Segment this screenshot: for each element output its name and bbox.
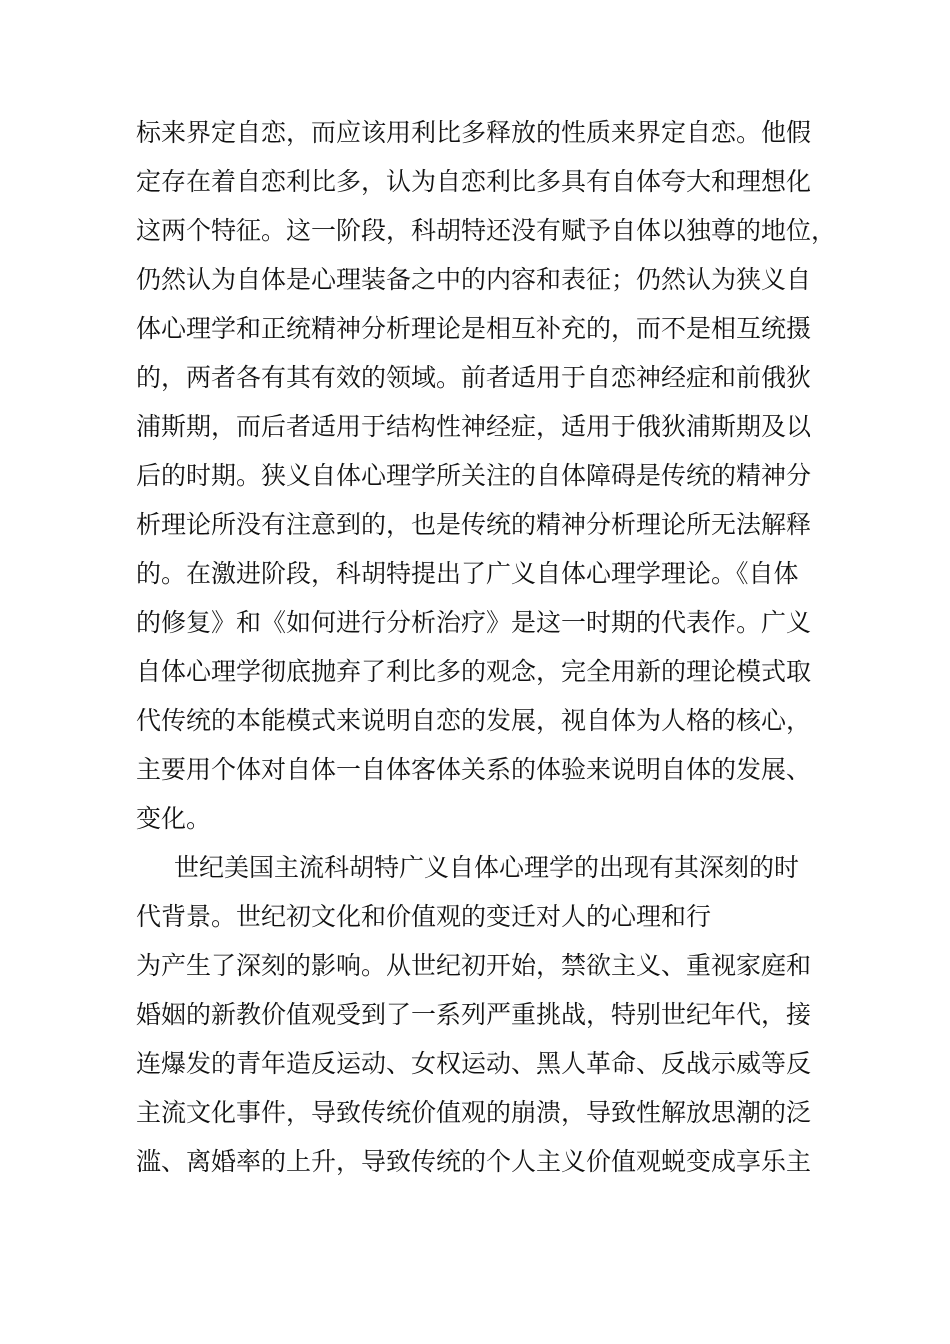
text-line: 后的时期。狭义自体心理学所关注的自体障碍是传统的精神分 <box>136 461 812 490</box>
text-line: 的修复》和《如何进行分析治疗》是这一时期的代表作。广义 <box>136 608 812 637</box>
text-line: 婚姻的新教价值观受到了一系列严重挑战，特别世纪年代，接 <box>136 1000 812 1029</box>
text-line: 体心理学和正统精神分析理论是相互补充的，而不是相互统摄 <box>136 314 812 343</box>
text-line: 主流文化事件，导致传统价值观的崩溃，导致性解放思潮的泛 <box>136 1098 812 1127</box>
text-line: 标来界定自恋，而应该用利比多释放的性质来界定自恋。他假 <box>136 118 812 147</box>
text-line: 为产生了深刻的影响。从世纪初开始，禁欲主义、重视家庭和 <box>136 951 812 980</box>
text-line: 的，两者各有其有效的领域。前者适用于自恋神经症和前俄狄 <box>136 363 812 392</box>
text-line: 滥、离婚率的上升，导致传统的个人主义价值观蜕变成享乐主 <box>136 1147 812 1176</box>
text-line: 定存在着自恋利比多，认为自恋利比多具有自体夸大和理想化 <box>136 167 812 196</box>
text-line: 这两个特征。这一阶段，科胡特还没有赋予自体以独尊的地位， <box>136 216 837 245</box>
text-line: 析理论所没有注意到的，也是传统的精神分析理论所无法解释 <box>136 510 812 539</box>
body-text <box>136 108 836 1186</box>
text-line: 代背景。世纪初文化和价值观的变迁对人的心理和行 <box>136 902 712 931</box>
text-line: 变化。 <box>136 804 212 833</box>
text-line: 浦斯期，而后者适用于结构性神经症，适用于俄狄浦斯期及以 <box>136 412 812 441</box>
text-line: 仍然认为自体是心理装备之中的内容和表征；仍然认为狭义自 <box>136 265 812 294</box>
text-line: 连爆发的青年造反运动、女权运动、黑人革命、反战示威等反 <box>136 1049 812 1078</box>
text-line: 世纪美国主流科胡特广义自体心理学的出现有其深刻的时 <box>174 853 800 882</box>
text-line: 的。在激进阶段，科胡特提出了广义自体心理学理论。《自体 <box>136 559 799 588</box>
text-line: 主要用个体对自体一自体客体关系的体验来说明自体的发展、 <box>136 755 812 784</box>
text-line: 自体心理学彻底抛弃了利比多的观念，完全用新的理论模式取 <box>136 657 812 686</box>
text-line: 代传统的本能模式来说明自恋的发展，视自体为人格的核心， <box>136 706 812 735</box>
